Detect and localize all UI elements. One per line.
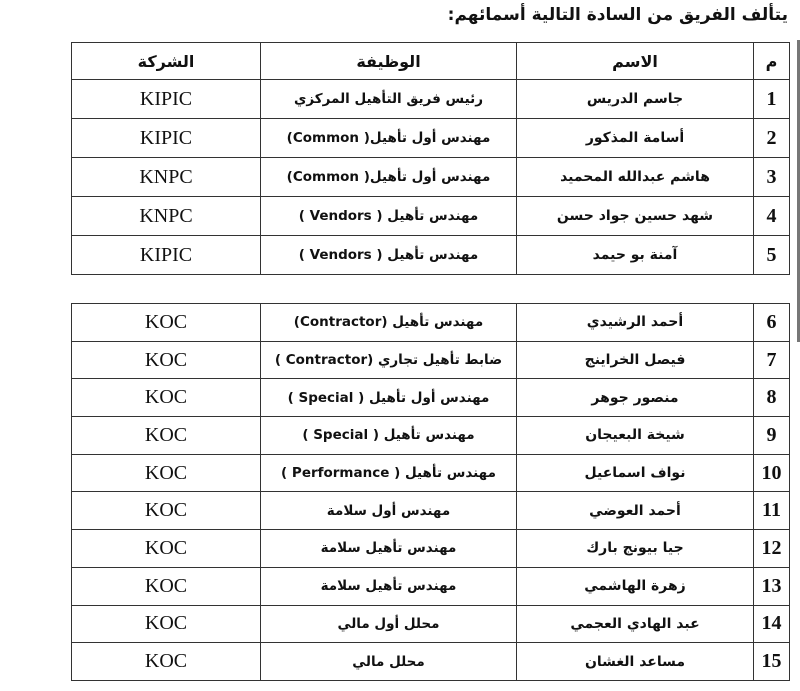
member-company: KOC bbox=[72, 530, 261, 568]
member-name: عبد الهادي العجمي bbox=[517, 605, 754, 643]
member-job-title: مهندس تأهيل ( Special ) bbox=[261, 417, 517, 455]
member-name: منصور جوهر bbox=[517, 379, 754, 417]
member-company: KNPC bbox=[72, 158, 261, 197]
member-job-title: مهندس أول تأهيل( Common) bbox=[261, 158, 517, 197]
header-job: الوظيفة bbox=[261, 43, 517, 80]
member-job-title: مهندس أول تأهيل( Common) bbox=[261, 119, 517, 158]
row-number: 5 bbox=[754, 236, 790, 275]
member-name: هاشم عبدالله المحميد bbox=[517, 158, 754, 197]
document-heading: يتألف الفريق من السادة التالية أسمائهم: bbox=[447, 5, 788, 25]
table-row bbox=[72, 567, 790, 605]
table-row bbox=[72, 341, 790, 379]
member-company: KOC bbox=[72, 567, 261, 605]
table-row bbox=[72, 197, 790, 236]
row-number: 7 bbox=[754, 341, 790, 379]
team-table-1 bbox=[71, 42, 790, 275]
header-company: الشركة bbox=[72, 43, 261, 80]
table-row bbox=[72, 417, 790, 455]
member-company: KOC bbox=[72, 341, 261, 379]
row-number: 6 bbox=[754, 304, 790, 342]
member-job-title: رئيس فريق التأهيل المركزي bbox=[261, 80, 517, 119]
table-header-row bbox=[72, 43, 790, 80]
member-company: KOC bbox=[72, 417, 261, 455]
member-name: أسامة المذكور bbox=[517, 119, 754, 158]
member-company: KNPC bbox=[72, 197, 261, 236]
header-name: الاسم bbox=[517, 43, 754, 80]
member-job-title: مهندس تأهيل (Contractor) bbox=[261, 304, 517, 342]
member-name: شيخة البعيجان bbox=[517, 417, 754, 455]
member-job-title: مهندس تأهيل ( Vendors ) bbox=[261, 236, 517, 275]
member-name: أحمد الرشيدي bbox=[517, 304, 754, 342]
team-table-2 bbox=[71, 303, 790, 681]
row-number: 10 bbox=[754, 454, 790, 492]
member-company: KIPIC bbox=[72, 236, 261, 275]
row-number: 15 bbox=[754, 643, 790, 681]
row-number: 11 bbox=[754, 492, 790, 530]
table-row bbox=[72, 454, 790, 492]
member-company: KOC bbox=[72, 605, 261, 643]
member-job-title: مهندس تأهيل ( Performance ) bbox=[261, 454, 517, 492]
table-row bbox=[72, 530, 790, 568]
member-job-title: مهندس أول سلامة bbox=[261, 492, 517, 530]
table-row bbox=[72, 492, 790, 530]
member-name: شهد حسين جواد حسن bbox=[517, 197, 754, 236]
table-row bbox=[72, 158, 790, 197]
row-number: 1 bbox=[754, 80, 790, 119]
member-company: KOC bbox=[72, 454, 261, 492]
member-job-title: مهندس تأهيل ( Vendors ) bbox=[261, 197, 517, 236]
row-number: 3 bbox=[754, 158, 790, 197]
member-job-title: ضابط تأهيل تجاري (Contractor ) bbox=[261, 341, 517, 379]
member-company: KIPIC bbox=[72, 80, 261, 119]
member-name: نواف اسماعيل bbox=[517, 454, 754, 492]
member-name: جاسم الدريس bbox=[517, 80, 754, 119]
member-name: فيصل الخراينج bbox=[517, 341, 754, 379]
row-number: 2 bbox=[754, 119, 790, 158]
row-number: 9 bbox=[754, 417, 790, 455]
member-name: آمنة بو حيمد bbox=[517, 236, 754, 275]
member-company: KOC bbox=[72, 379, 261, 417]
member-name: زهرة الهاشمي bbox=[517, 567, 754, 605]
member-company: KOC bbox=[72, 492, 261, 530]
row-number: 13 bbox=[754, 567, 790, 605]
member-job-title: مهندس أول تأهيل ( Special ) bbox=[261, 379, 517, 417]
member-company: KIPIC bbox=[72, 119, 261, 158]
member-job-title: مهندس تأهيل سلامة bbox=[261, 530, 517, 568]
header-number: م bbox=[754, 43, 790, 80]
member-name: أحمد العوضي bbox=[517, 492, 754, 530]
member-company: KOC bbox=[72, 643, 261, 681]
row-number: 8 bbox=[754, 379, 790, 417]
member-job-title: محلل مالي bbox=[261, 643, 517, 681]
table-row bbox=[72, 80, 790, 119]
table-row bbox=[72, 236, 790, 275]
member-name: جيا بيونج بارك bbox=[517, 530, 754, 568]
member-company: KOC bbox=[72, 304, 261, 342]
row-number: 4 bbox=[754, 197, 790, 236]
table-row bbox=[72, 379, 790, 417]
member-job-title: مهندس تأهيل سلامة bbox=[261, 567, 517, 605]
table-row bbox=[72, 643, 790, 681]
table-row bbox=[72, 304, 790, 342]
table-row bbox=[72, 119, 790, 158]
table-row bbox=[72, 605, 790, 643]
member-job-title: محلل أول مالي bbox=[261, 605, 517, 643]
row-number: 12 bbox=[754, 530, 790, 568]
row-number: 14 bbox=[754, 605, 790, 643]
member-name: مساعد الغشان bbox=[517, 643, 754, 681]
